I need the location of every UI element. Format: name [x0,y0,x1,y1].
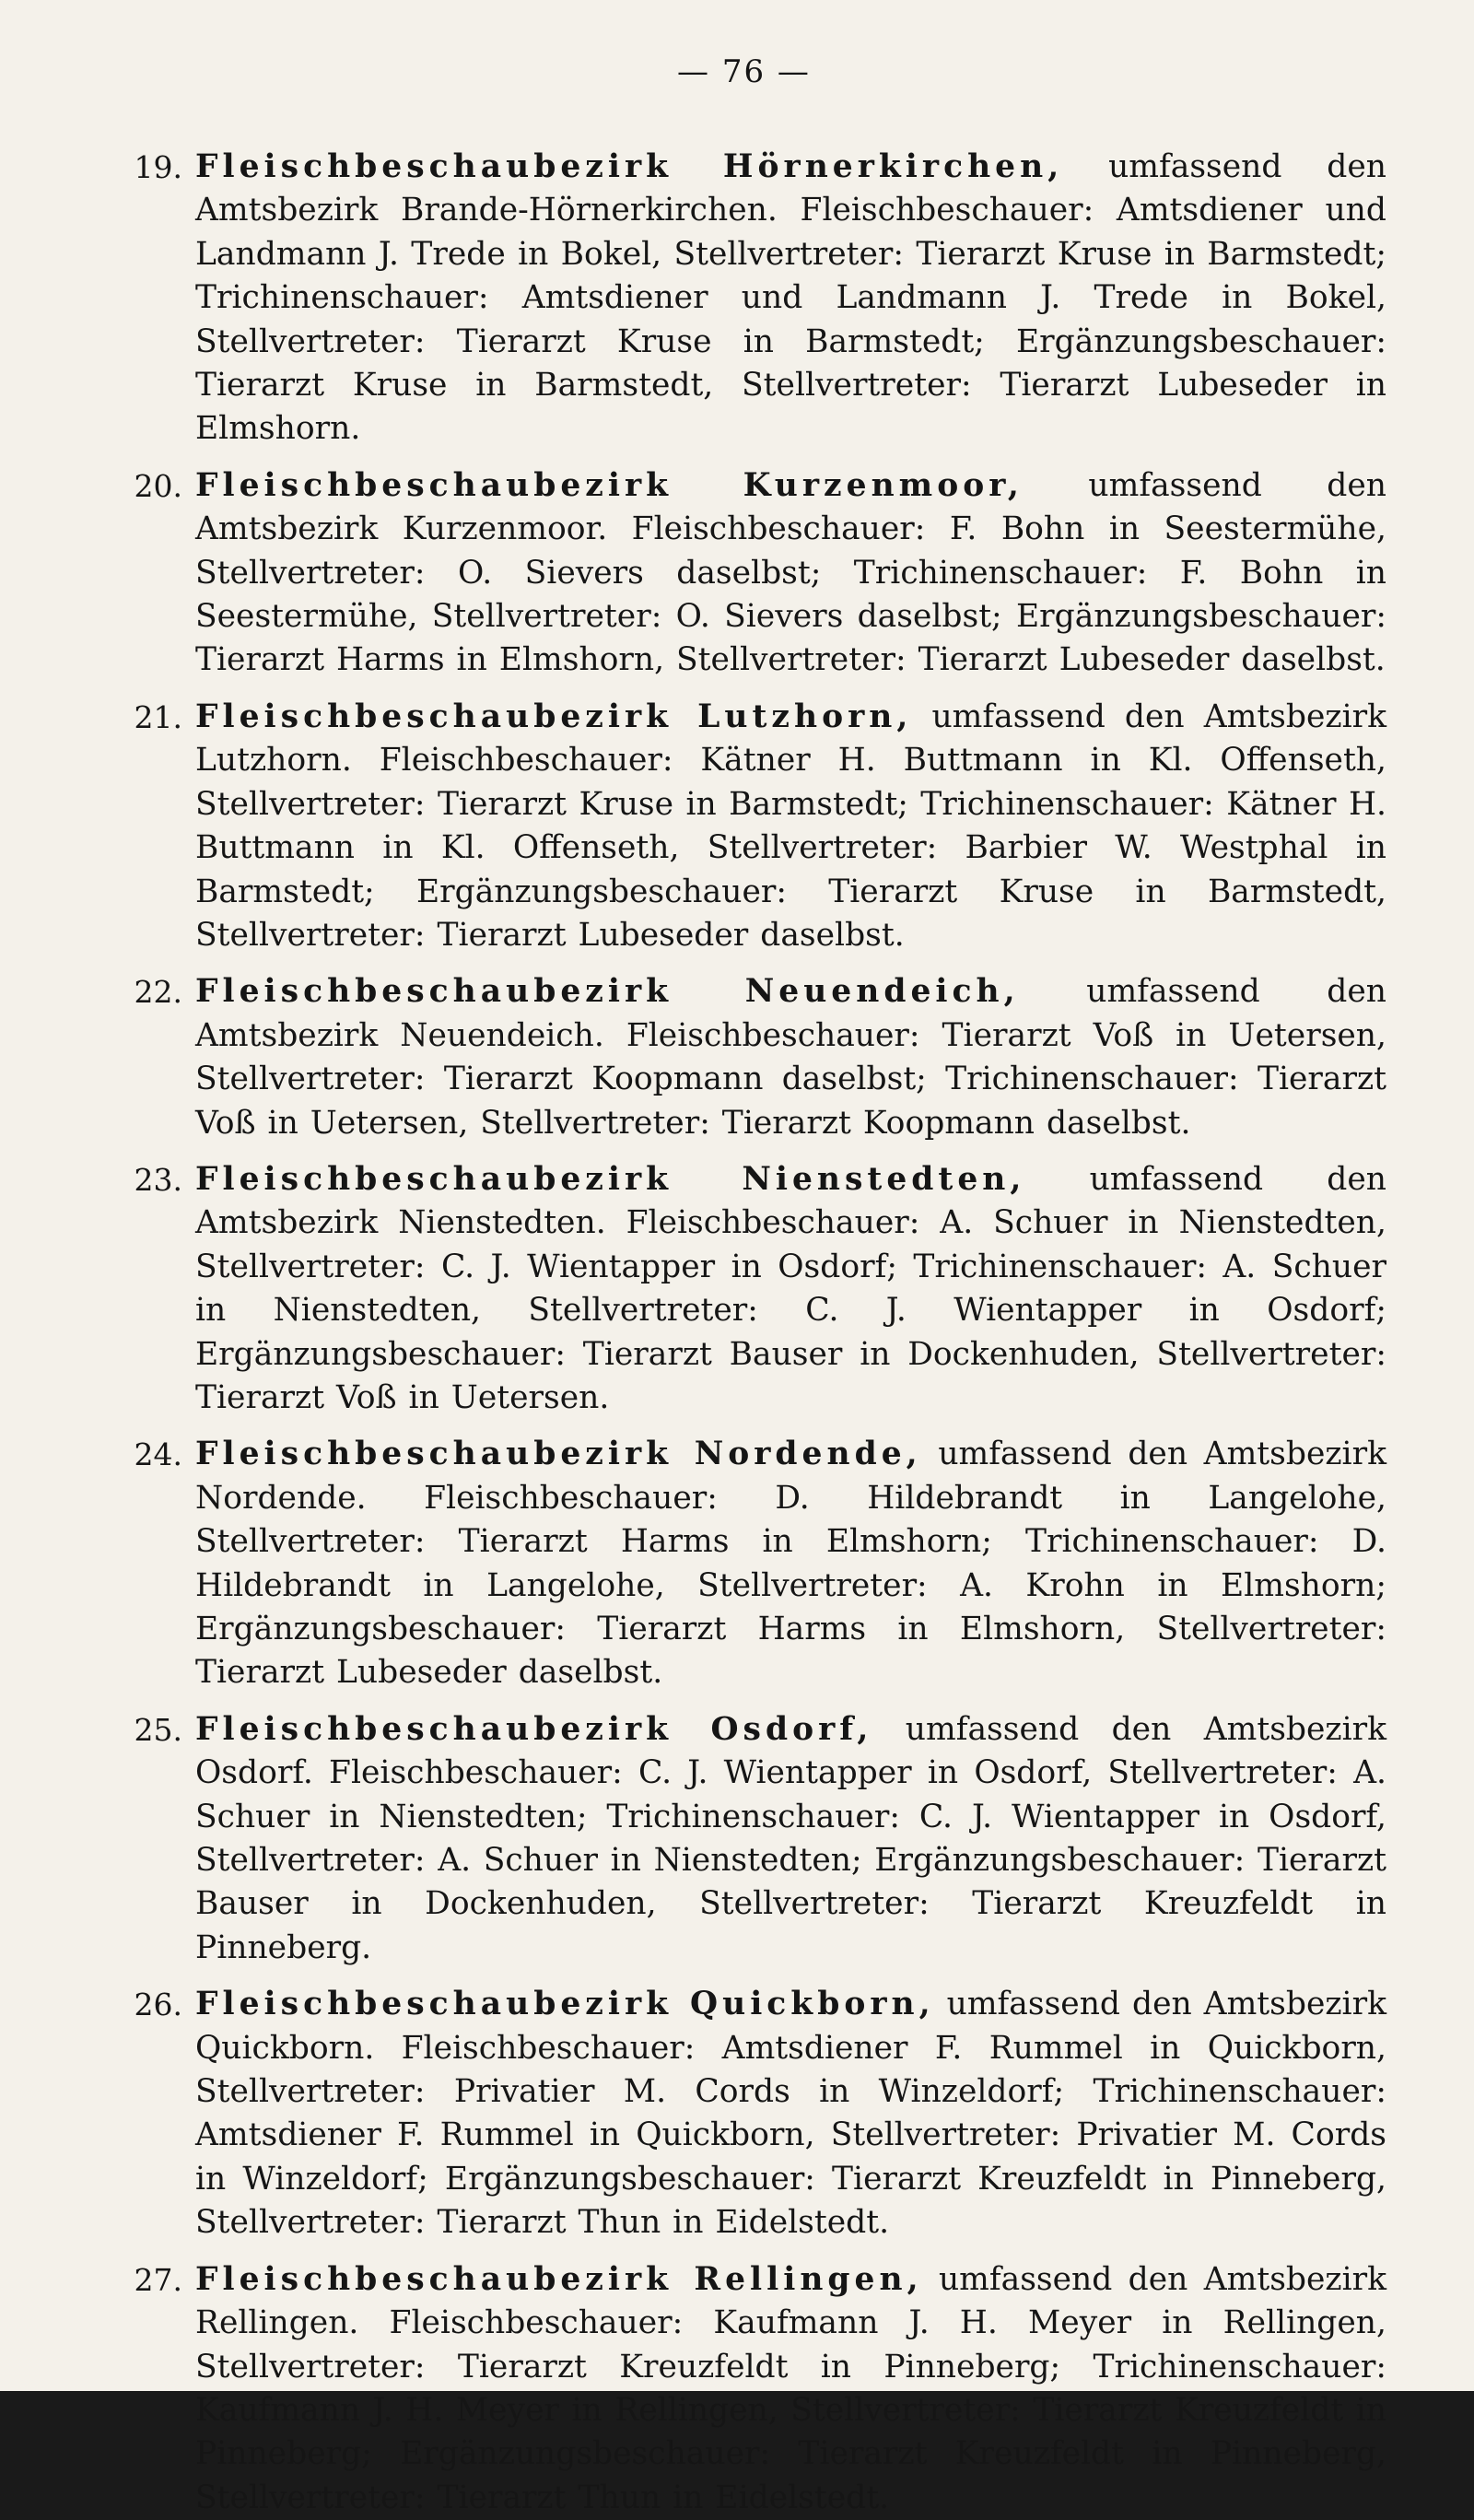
entry-text [195,1433,1386,1694]
entry-description: umfassend den Amtsbezirk Lutzhorn. Fleischbeschauer: Kätner H. Buttmann in Kl. Offenseth, Stellvertreter: Tierarzt Kruse in Barmstedt; Trichinenschauer: Kätner H. Buttmann in Kl. Offenseth, Stellvertreter: Barbier W. Westphal in Barmstedt; Ergänzungsbeschauer: Tierarzt Kruse in Barmstedt, Stellvertreter: Tierarzt Lubeseder daselbst. [195,697,1386,954]
district-name: Fleischbeschaubezirk Quickborn, [195,1986,935,2023]
entry-description: umfassend den Amtsbezirk Osdorf. Fleischbeschauer: C. J. Wientapper in Osdorf, Stellvertreter: A. Schuer in Nienstedten; Trichinenschauer: C. J. Wientapper in Osdorf, Stellvertreter: A. Schuer in Nienstedten; Ergänzungsbeschauer: Tierarzt Bauser in Dockenhuden, Stellvertreter: Tierarzt Kreuzfeldt in Pinneberg. [195,1710,1387,1966]
entry-description: umfassend den Amtsbezirk Kurzenmoor. Fleischbeschauer: F. Bohn in Seestermühe, Stellvertreter: O. Sievers daselbst; Trichinenschauer: F. Bohn in Seestermühe, Stellvertreter: O. Sievers daselbst; Ergänzungsbeschauer: Tierarzt Harms in Elmshorn, Stellvertreter: Tierarzt Lubeseder daselbst. [195,466,1387,679]
entry-number: 25. [134,1711,182,1748]
district-name: Fleischbeschaubezirk Neuendeich, [195,973,1020,1011]
entry-description: umfassend den Amtsbezirk Rellingen. Fleischbeschauer: Kaufmann J. H. Meyer in Rellingen, Stellvertreter: Tierarzt Kreuzfeldt in Pinneberg; Trichinenschauer: Kaufmann J. H. Meyer in Rellingen, Stellvertreter: Tierarzt Kreuzfeldt in Pinneberg; Ergänzungsbeschauer: Tierarzt Kreuzfeldt in Pinneberg, Stellvertreter: Tierarzt Thun in Eidelstedt. [195,2260,1387,2516]
entry-text [195,970,1386,1145]
list-item [101,970,1386,1145]
entry-description: umfassend den Amtsbezirk Nienstedten. Fleischbeschauer: A. Schuer in Nienstedten, Stellvertreter: C. J. Wientapper in Osdorf; Trichinenschauer: A. Schuer in Nienstedten, Stellvertreter: C. J. Wientapper in Osdorf; Ergänzungsbeschauer: Tierarzt Bauser in Dockenhuden, Stellvertreter: Tierarzt Voß in Uetersen. [195,1160,1386,1416]
entry-number: 23. [134,1161,182,1198]
district-name: Fleischbeschaubezirk Lutzhorn, [195,697,913,735]
district-name: Fleischbeschaubezirk Hörnerkirchen, [195,148,1064,185]
district-name: Fleischbeschaubezirk Nordende, [195,1436,922,1473]
entry-text [195,696,1386,957]
entry-text [195,146,1386,451]
entry-number: 27. [134,2261,182,2298]
entry-number: 26. [134,1987,182,2023]
entry-text [195,1158,1386,1420]
entry-number: 20. [134,467,182,504]
entry-description: umfassend den Amtsbezirk Neuendeich. Fleischbeschauer: Tierarzt Voß in Uetersen, Stellvertreter: Tierarzt Koopmann daselbst; Trichinenschauer: Tierarzt Voß in Uetersen, Stellvertreter: Tierarzt Koopmann daselbst. [195,973,1387,1142]
list-item [101,696,1386,957]
entry-description: umfassend den Amtsbezirk Brande-Hörnerkirchen. Fleischbeschauer: Amtsdiener und Landmann J. Trede in Bokel, Stellvertreter: Tierarzt Kruse in Barmstedt; Trichinenschauer: Amtsdiener und Landmann J. Trede in Bokel, Stellvertreter: Tierarzt Kruse in Barmstedt; Ergänzungsbeschauer: Tierarzt Kruse in Barmstedt, Stellvertreter: Tierarzt Lubeseder in Elmshorn. [195,148,1387,448]
entry-text [195,464,1386,683]
entry-description: umfassend den Amtsbezirk Nordende. Fleischbeschauer: D. Hildebrandt in Langelohe, Stellvertreter: Tierarzt Harms in Elmshorn; Trichinenschauer: D. Hildebrandt in Langelohe, Stellvertreter: A. Krohn in Elmshorn; Ergänzungsbeschauer: Tierarzt Harms in Elmshorn, Stellvertreter: Tierarzt Lubeseder daselbst. [195,1436,1386,1692]
district-name: Fleischbeschaubezirk Nienstedten, [195,1160,1026,1198]
list-item [101,2258,1386,2520]
page-number: — 76 — [677,53,811,90]
entry-number: 22. [134,974,182,1011]
list-item [101,1433,1386,1694]
entry-number: 24. [134,1436,182,1473]
entry-number: 19. [134,149,182,185]
entry-description: umfassend den Amtsbezirk Quickborn. Fleischbeschauer: Amtsdiener F. Rummel in Quickborn, Stellvertreter: Privatier M. Cords in Winzeldorf; Trichinenschauer: Amtsdiener F. Rummel in Quickborn, Stellvertreter: Privatier M. Cords in Winzeldorf; Ergänzungsbeschauer: Tierarzt Kreuzfeldt in Pinneberg, Stellvertreter: Tierarzt Thun in Eidelstedt. [195,1986,1386,2242]
list-item [101,464,1386,683]
list-item [101,1983,1386,2245]
list-item [101,1708,1386,1970]
entry-text [195,1983,1386,2245]
entry-text [195,1708,1386,1970]
entry-number: 21. [134,698,182,735]
entry-text [195,2258,1386,2520]
district-name: Fleischbeschaubezirk Rellingen, [195,2260,923,2298]
list-item [101,1158,1386,1420]
district-name: Fleischbeschaubezirk Kurzenmoor, [195,466,1024,504]
list-item [101,146,1386,451]
district-name: Fleischbeschaubezirk Osdorf, [195,1710,873,1748]
